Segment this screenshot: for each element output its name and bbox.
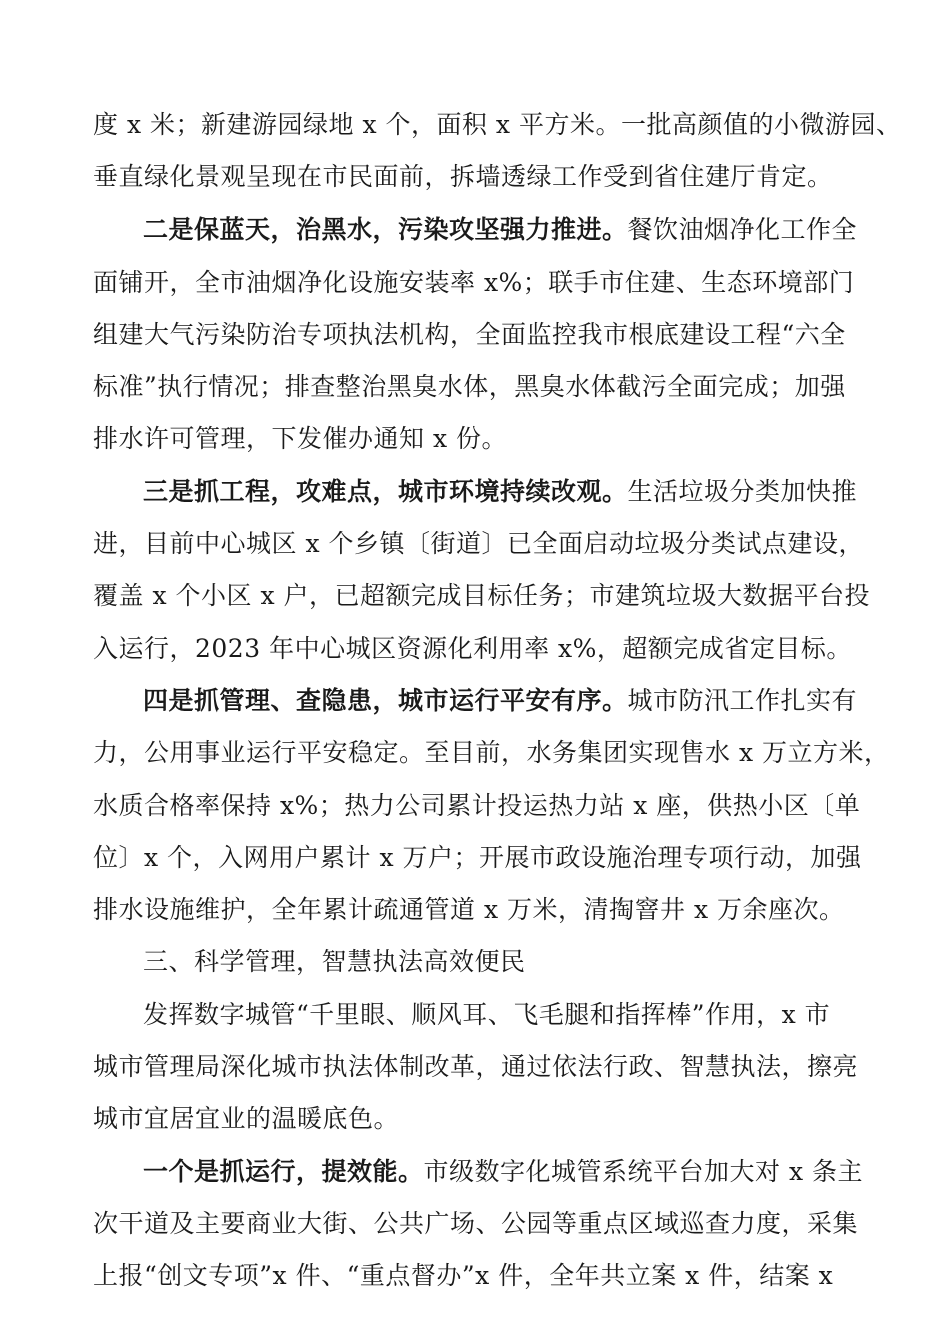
text-line: 进，目前中心城区 x 个乡镇〔街道〕已全面启动垃圾分类试点建设，: [93, 529, 864, 558]
text-line: 度 x 米；新建游园绿地 x 个，面积 x 平方米。一批高颜值的小微游园、: [93, 110, 902, 139]
paragraph-lead: 一个是抓运行，提效能。: [143, 1157, 424, 1186]
paragraph-first-line: [143, 477, 863, 507]
text-line: 组建大气污染防治专项执法机构，全面监控我市根底建设工程“六全: [93, 320, 846, 349]
paragraph-lead: 二是保蓝天，治黑水，污染攻坚强力推进。: [143, 215, 628, 244]
paragraph-text: 市级数字化城管系统平台加大对 x 条主: [423, 1157, 864, 1186]
paragraph-text: 城市防汛工作扎实有: [627, 686, 858, 715]
text-line: 城市管理局深化城市执法体制改革，通过依法行政、智慧执法，擦亮: [93, 1052, 859, 1081]
paragraph-first-line: [143, 1157, 863, 1187]
section-heading: 三、科学管理，智慧执法高效便民: [143, 947, 526, 976]
text-line: 城市宜居宜业的温暖底色。: [93, 1104, 400, 1133]
paragraph-lead: 三是抓工程，攻难点，城市环境持续改观。: [143, 477, 628, 506]
paragraph-first-line: [143, 686, 863, 716]
text-line: 标准”执行情况；排查整治黑臭水体，黑臭水体截污全面完成；加强: [93, 372, 846, 401]
paragraph-lead: 四是抓管理、查隐患，城市运行平安有序。: [143, 686, 628, 715]
text-line: 次干道及主要商业大街、公共广场、公园等重点区域巡查力度，采集: [93, 1209, 859, 1238]
text-line: 位〕x 个，入网用户累计 x 万户；开展市政设施治理专项行动，加强: [93, 843, 862, 872]
paragraph-text: 生活垃圾分类加快推: [627, 477, 858, 506]
paragraph-first-line: 发挥数字城管“千里眼、顺风耳、飞毛腿和指挥棒”作用，x 市: [143, 1000, 831, 1029]
text-line: 力，公用事业运行平安稳定。至目前，水务集团实现售水 x 万立方米，: [93, 738, 890, 767]
text-line: 水质合格率保持 x%；热力公司累计投运热力站 x 座，供热小区〔单: [93, 791, 861, 820]
paragraph-text: 餐饮油烟净化工作全: [627, 215, 858, 244]
text-line: 垂直绿化景观呈现在市民面前，拆墙透绿工作受到省住建厅肯定。: [93, 162, 833, 191]
text-line: 入运行，2023 年中心城区资源化利用率 x%，超额完成省定目标。: [93, 634, 852, 663]
text-line: 排水设施维护，全年累计疏通管道 x 万米，清掏窨井 x 万余座次。: [93, 895, 845, 924]
paragraph-first-line: [143, 215, 863, 245]
text-line: 排水许可管理，下发催办通知 x 份。: [93, 424, 507, 453]
text-line: 面铺开，全市油烟净化设施安装率 x%；联手市住建、生态环境部门: [93, 268, 855, 297]
text-line: 覆盖 x 个小区 x 户，已超额完成目标任务；市建筑垃圾大数据平台投: [93, 581, 870, 610]
text-line: 上报“创文专项”x 件、“重点督办”x 件，全年共立案 x 件，结案 x: [93, 1261, 834, 1290]
